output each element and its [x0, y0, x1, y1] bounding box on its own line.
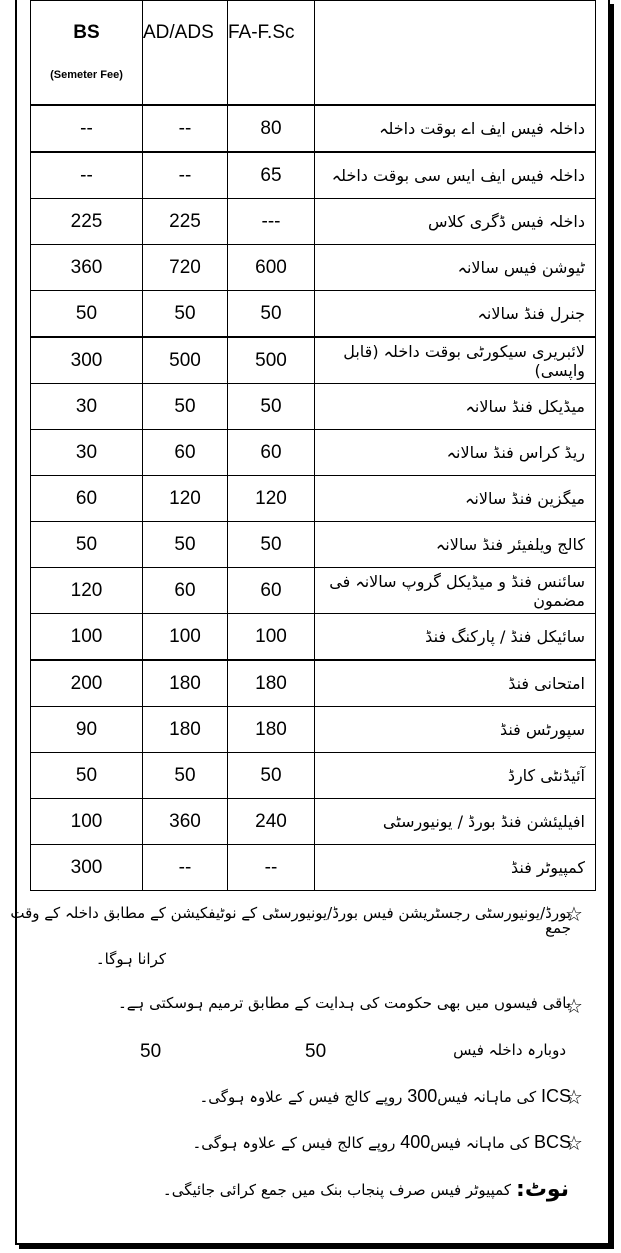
cell-label: کالج ویلفیئر فنڈ سالانہ [315, 522, 596, 568]
cell-fa: 180 [228, 707, 315, 753]
table-row [31, 105, 596, 152]
cell-fa: 50 [228, 291, 315, 338]
cell-fa: 50 [228, 753, 315, 799]
cell-ad: 50 [143, 753, 228, 799]
cell-bs: 100 [31, 799, 143, 845]
table-row [31, 845, 596, 891]
cell-fa: 600 [228, 245, 315, 291]
cell-bs: -- [31, 105, 143, 152]
cell-label: داخلہ فیس ایف ایس سی بوقت داخلہ [315, 152, 596, 199]
cell-ad: 100 [143, 614, 228, 661]
cell-bs: 225 [31, 199, 143, 245]
cell-label: کمپیوٹر فنڈ [315, 845, 596, 891]
header-bs [31, 1, 143, 106]
cell-bs: 30 [31, 384, 143, 430]
ics-text: کی ماہانہ فیس [437, 1088, 537, 1106]
readmission-bs-value: 50 [140, 1041, 162, 1062]
cell-bs: 50 [31, 291, 143, 338]
cell-label: سائنس فنڈ و میڈیکل گروپ سالانہ فی مضمون [315, 568, 596, 614]
cell-label: آئیڈنٹی کارڈ [315, 753, 596, 799]
bcs-tail: روپے کالج فیس کے علاوہ ہوگی۔ [192, 1134, 396, 1152]
table-row [31, 384, 596, 430]
cell-fa: 500 [228, 337, 315, 384]
table-row [31, 245, 596, 291]
cell-ad: -- [143, 845, 228, 891]
cell-bs: 300 [31, 337, 143, 384]
header-ad-title: AD/ADS [143, 22, 214, 43]
cell-ad: 720 [143, 245, 228, 291]
note-revision: باقی فیسوں میں بھی حکومت کی ہدایت کے مطابق ترمیم ہوسکتی ہے۔ [117, 994, 571, 1012]
cell-label: لائبریری سیکورٹی بوقت داخلہ (قابل واپسی) [315, 337, 596, 384]
star-icon: ☆ [565, 994, 583, 1018]
cell-fa: 180 [228, 660, 315, 707]
cell-bs: 200 [31, 660, 143, 707]
frame-shadow-right [610, 4, 614, 1249]
cell-fa: 80 [228, 105, 315, 152]
cell-ad: 50 [143, 291, 228, 338]
cell-ad: 120 [143, 476, 228, 522]
cell-ad: 500 [143, 337, 228, 384]
header-bs-subtitle: (Semeter Fee) [50, 69, 123, 81]
note-ics [200, 1087, 571, 1105]
table-header-row [31, 1, 596, 106]
cell-fa: -- [228, 845, 315, 891]
cell-ad: 60 [143, 430, 228, 476]
cell-label: داخلہ فیس ایف اے بوقت داخلہ [315, 105, 596, 152]
cell-fa: 60 [228, 568, 315, 614]
cell-label: ریڈ کراس فنڈ سالانہ [315, 430, 596, 476]
table-row [31, 476, 596, 522]
cell-label: داخلہ فیس ڈگری کلاس [315, 199, 596, 245]
table-row [31, 291, 596, 338]
header-fa-title: FA-F.Sc [228, 22, 295, 43]
cell-ad: 180 [143, 707, 228, 753]
cell-fa: 100 [228, 614, 315, 661]
fee-table [30, 0, 596, 891]
table-row [31, 614, 596, 661]
cell-bs: 120 [31, 568, 143, 614]
cell-fa: 50 [228, 522, 315, 568]
star-icon: ☆ [565, 1131, 583, 1155]
cell-bs: 30 [31, 430, 143, 476]
cell-label: امتحانی فنڈ [315, 660, 596, 707]
star-icon: ☆ [565, 1085, 583, 1109]
cell-bs: 50 [31, 753, 143, 799]
cell-fa: 50 [228, 384, 315, 430]
table-row [31, 660, 596, 707]
cell-bs: 360 [31, 245, 143, 291]
note-registration-line1: بورڈ/یونیورسٹی رجسٹریشن فیس بورڈ/یونیورسٹی کے نوٹیفکیشن کے مطابق داخلہ کے وقت جمع [10, 904, 571, 937]
ics-amount: 300 [407, 1086, 438, 1106]
readmission-fa-value: 50 [305, 1041, 327, 1062]
cell-ad: 180 [143, 660, 228, 707]
cell-label: سائیکل فنڈ / پارکنگ فنڈ [315, 614, 596, 661]
table-row [31, 522, 596, 568]
header-label [315, 1, 596, 106]
cell-bs: 300 [31, 845, 143, 891]
cell-fa: --- [228, 199, 315, 245]
cell-label: میگزین فنڈ سالانہ [315, 476, 596, 522]
table-row [31, 199, 596, 245]
table-row [31, 430, 596, 476]
readmission-label: دوبارہ داخلہ فیس [453, 1041, 566, 1059]
cell-fa: 240 [228, 799, 315, 845]
cell-bs: -- [31, 152, 143, 199]
cell-ad: 360 [143, 799, 228, 845]
cell-label: سپورٹس فنڈ [315, 707, 596, 753]
table-row [31, 568, 596, 614]
table-row [31, 152, 596, 199]
cell-ad: 50 [143, 384, 228, 430]
cell-ad: -- [143, 152, 228, 199]
footnote-label: نوٹ: [516, 1177, 569, 1202]
cell-label: جنرل فنڈ سالانہ [315, 291, 596, 338]
note-bcs [193, 1133, 571, 1151]
bcs-amount: 400 [400, 1132, 431, 1152]
ics-code: ICS [540, 1086, 571, 1106]
cell-label: ٹیوشن فیس سالانہ [315, 245, 596, 291]
footnote-text: کمپیوٹر فیس صرف پنجاب بنک میں جمع کرائی جائیگی۔ [162, 1181, 511, 1199]
cell-bs: 90 [31, 707, 143, 753]
cell-fa: 120 [228, 476, 315, 522]
header-bs-title: BS [73, 22, 100, 43]
cell-fa: 60 [228, 430, 315, 476]
bcs-code: BCS [533, 1132, 571, 1152]
header-fa [228, 1, 315, 106]
frame-shadow-bottom [19, 1245, 614, 1249]
table-row [31, 337, 596, 384]
cell-label: افیلیئشن فنڈ بورڈ / یونیورسٹی [315, 799, 596, 845]
cell-ad: 60 [143, 568, 228, 614]
cell-bs: 60 [31, 476, 143, 522]
cell-bs: 100 [31, 614, 143, 661]
star-icon: ☆ [565, 902, 583, 926]
bcs-text: کی ماہانہ فیس [430, 1134, 530, 1152]
note-registration-line2: کرانا ہوگا۔ [95, 950, 166, 968]
cell-ad: -- [143, 105, 228, 152]
header-ad [143, 1, 228, 106]
table-row [31, 799, 596, 845]
cell-bs: 50 [31, 522, 143, 568]
cell-ad: 50 [143, 522, 228, 568]
table-row [31, 753, 596, 799]
cell-fa: 65 [228, 152, 315, 199]
table-row [31, 707, 596, 753]
cell-ad: 225 [143, 199, 228, 245]
cell-label: میڈیکل فنڈ سالانہ [315, 384, 596, 430]
ics-tail: روپے کالج فیس کے علاوہ ہوگی۔ [199, 1088, 403, 1106]
